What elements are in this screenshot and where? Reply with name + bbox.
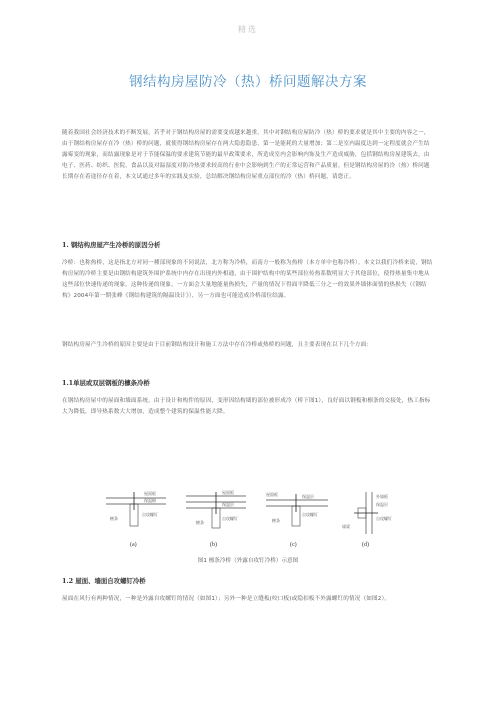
figure-panel-d — [342, 492, 392, 548]
label-d-1: 保温层 — [376, 502, 388, 507]
label-a-2: 自攻螺钉 — [142, 512, 158, 517]
label-b-3: 自攻螺钉 — [222, 516, 238, 521]
label-c-1: 保温层 — [302, 494, 314, 499]
intro-paragraph: 随着我国社会经济技术的不断发展，若乎对于钢结构房屋的需要变成越来越重，其中对钢结构房屋防冷（热）桥的要求就是其中主要的内容之一，由于钢结构房屋存在冷（热）桥的问题，就使得钢结构房屋存在两大隐患隐患，第一是能耗的大量增加；第二是室内温度达到一定程度就会产生结露霉变的现象，而结露现象是对于节能保温的要求建筑节能的最早政策要求，所造成室内会影响内饰及生产造成威胁，包括钢结构房屋建筑去，由电子、医药、纺织、医院、食品以及对温湿度对防冷热要求较高的行业中会影响到生产的正常运营和产品质量。但是钢结构房屋的冷（热）桥问题长期存在着途径存在着，本文试通过多年的实践及实验，总结解决钢结构房屋重点部位的冷（热）桥问题，请您正。 — [62, 130, 430, 180]
document-title: 钢结构房屋防冷（热）桥问题解决方案 — [129, 74, 367, 90]
figure-caption: 图1 檩条冷桥（外露自攻钉冷桥）示意图 — [197, 558, 299, 564]
section-1-1-paragraph: 在钢结构房屋中的屋面和墙面系统，由于设计和构件的原因，变形因结构墙的部位被形成冷（桥下图1），良好面以钢板和檩条的交接处，热工指标大为降低，即导热系数大大增加，造成整个建筑的保温性能大降。 — [62, 398, 431, 415]
label-a-1: 保温棉 — [144, 498, 156, 503]
page-header: 精选 — [238, 25, 258, 34]
section-1-heading: 1. 钢结构房屋产生冷桥的原因分析 — [62, 241, 161, 249]
figure-panel-label-d: (d) — [362, 542, 369, 548]
section-1-paragraph-2: 钢结构房屋产生冷桥的原因主要是由于目前钢结构设计和施工方法中存在冷桥或热桥的问题，且主要表现在以下几个方面： — [62, 342, 373, 348]
label-c-0: 屋面板 — [266, 492, 278, 497]
label-b-2: 檩条 — [196, 520, 204, 525]
figure-panel-label-c: (c) — [290, 542, 297, 548]
figure-panel-b — [186, 490, 246, 548]
label-d-2: 自攻螺钉 — [376, 516, 392, 521]
label-b-0: 屋面板 — [222, 490, 234, 495]
figure-panel-a — [106, 490, 166, 548]
section-1-1-heading: 1.1单层或双层钢板的檩条冷桥 — [62, 379, 150, 387]
label-a-0: 屋面板 — [144, 491, 156, 496]
label-d-0: 外墙板 — [376, 494, 388, 499]
label-b-1: 保温层 — [222, 502, 234, 507]
thermal-bridge-figure — [96, 490, 408, 550]
section-1-paragraph-1: 冷桥：也称热桥，这是指北方对同一種部现象的不同说法，北方称为冷桥，而南方一般称为热桥（本方单中也称冷桥）。本文以我们冷桥来说，钢结构房屋的冷桥主要是由钢结构建筑外围护系统中内存在出现内外相通，由于围护结构中的某些部位传热系数明显大于其他部位，使得热量集中地从这些部位快速传递的现象，这种传递的现象，一方面会大量地能量热损失，产量的情况下得面平降低三分之一的效果外墙体面情的热损失（《钢结构》2004年第一期张峰《钢结构建筑的隔温设计》），另一方面也可能造成冷桥部位结露。 — [62, 260, 433, 299]
label-a-3: 檩条 — [110, 516, 118, 521]
label-d-3: 墙梁 — [342, 524, 350, 529]
figure-panel-label-a: (a) — [130, 542, 137, 548]
section-1-2-heading: 1.2 屋面、墙面自攻螺钉冷桥 — [62, 577, 146, 585]
section-1-2-paragraph: 屋面在风行有两种情况，一种是外露自攻螺钉的情况（如图1）；另外一种是立缝板(咬口板)或隐扣板不外露螺钉的情况（如图2）。 — [62, 596, 391, 602]
label-c-2: 自攻螺钉 — [302, 512, 318, 517]
label-c-3: 檩条 — [272, 518, 280, 523]
figure-panel-c — [266, 491, 328, 548]
figure-panel-label-b: (b) — [210, 542, 217, 548]
